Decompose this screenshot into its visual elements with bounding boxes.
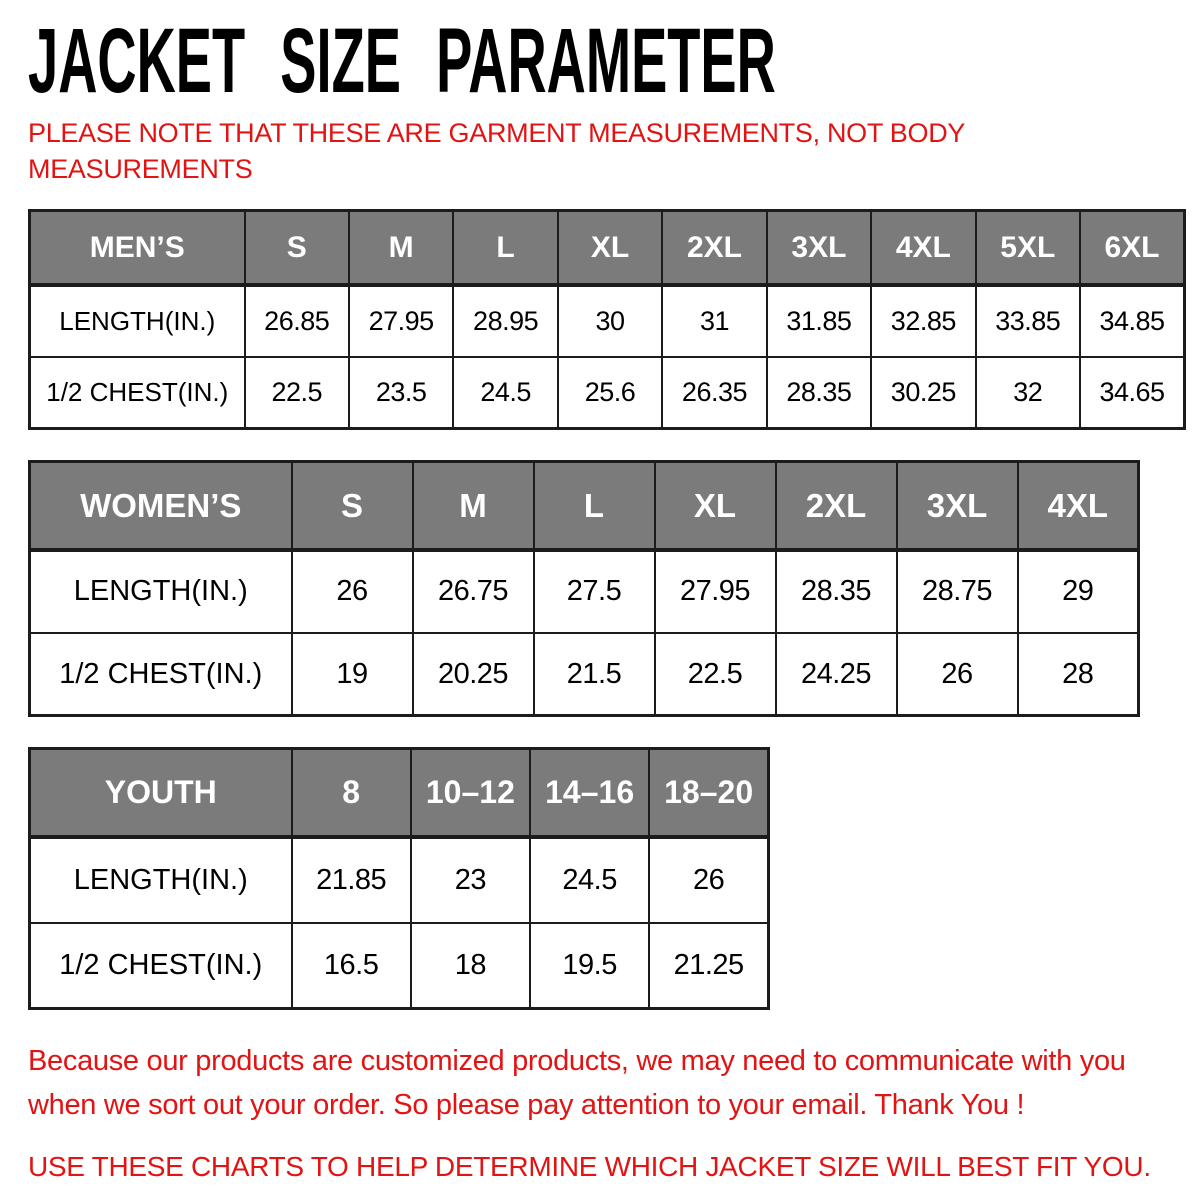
mens-size-col-header: L [453,211,557,285]
womens-size-col-header: S [292,462,413,550]
womens-size-col-header: 2XL [776,462,897,550]
womens-measurement-value: 27.5 [534,550,655,633]
youth-size-col-header: 14–16 [530,749,649,837]
mens-measurement-value: 31 [662,285,766,357]
mens-measurement-value: 26.85 [245,285,349,357]
womens-measurement-value: 26 [897,633,1018,716]
mens-measurement-value: 31.85 [767,285,871,357]
youth-measurement-row [30,923,769,1009]
womens-measurement-value: 26.75 [413,550,534,633]
mens-measurement-value: 34.85 [1080,285,1185,357]
mens-size-table [28,209,1186,430]
title-row [28,10,1172,112]
mens-size-col-header: S [245,211,349,285]
mens-size-col-header: 3XL [767,211,871,285]
womens-measurement-value: 19 [292,633,413,716]
mens-measurement-value: 28.35 [767,357,871,429]
customization-notice-line-2: when we sort out your order. So please pay attention to your email. Thank You ! [28,1088,1025,1121]
womens-measurement-value: 21.5 [534,633,655,716]
youth-row-label: LENGTH(IN.) [30,837,292,923]
womens-measurement-value: 28.75 [897,550,1018,633]
womens-measurement-value: 27.95 [655,550,776,633]
mens-measurement-value: 32.85 [871,285,975,357]
youth-measurement-value: 24.5 [530,837,649,923]
mens-measurement-value: 26.35 [662,357,766,429]
womens-measurement-row [30,633,1139,716]
note-line-2: MEASUREMENTS [28,153,253,184]
mens-measurement-value: 34.65 [1080,357,1185,429]
mens-measurement-value: 24.5 [453,357,557,429]
womens-measurement-value: 22.5 [655,633,776,716]
mens-row-label: LENGTH(IN.) [30,285,245,357]
womens-size-col-header: 4XL [1018,462,1139,550]
mens-measurement-value: 23.5 [349,357,453,429]
page-title: JACKET SIZE PARAMETER [28,10,776,112]
womens-measurement-value: 20.25 [413,633,534,716]
youth-row-label: 1/2 CHEST(IN.) [30,923,292,1009]
womens-table-title: WOMEN’S [30,462,292,550]
mens-row-label: 1/2 CHEST(IN.) [30,357,245,429]
mens-measurement-value: 32 [976,357,1080,429]
customization-notice-line-1: Because our products are customized products, we may need to communicate with you [28,1045,1126,1078]
womens-size-col-header: M [413,462,534,550]
womens-header-row [30,462,1139,550]
mens-size-col-header: M [349,211,453,285]
mens-measurement-value: 27.95 [349,285,453,357]
mens-header-row [30,211,1185,285]
mens-measurement-value: 30.25 [871,357,975,429]
chart-usage-note: USE THESE CHARTS TO HELP DETERMINE WHICH JACKET SIZE WILL BEST FIT YOU. [28,1151,1151,1183]
womens-size-col-header: 3XL [897,462,1018,550]
mens-measurement-value: 33.85 [976,285,1080,357]
womens-row-label: LENGTH(IN.) [30,550,292,633]
mens-measurement-value: 30 [558,285,662,357]
youth-measurement-value: 26 [649,837,768,923]
mens-size-col-header: 2XL [662,211,766,285]
youth-size-col-header: 18–20 [649,749,768,837]
mens-measurement-value: 22.5 [245,357,349,429]
youth-size-col-header: 10–12 [411,749,530,837]
customization-notice [28,1040,1172,1127]
womens-measurement-value: 26 [292,550,413,633]
mens-table-title: MEN’S [30,211,245,285]
womens-size-col-header: XL [655,462,776,550]
mens-measurement-row [30,357,1185,429]
womens-measurement-value: 29 [1018,550,1139,633]
mens-size-col-header: 4XL [871,211,975,285]
mens-size-col-header: 6XL [1080,211,1185,285]
youth-measurement-value: 23 [411,837,530,923]
mens-measurement-value: 28.95 [453,285,557,357]
garment-measurement-note [28,116,1172,187]
youth-table-title: YOUTH [30,749,292,837]
youth-measurement-value: 19.5 [530,923,649,1009]
youth-header-row [30,749,769,837]
womens-measurement-value: 28 [1018,633,1139,716]
womens-size-table [28,460,1140,717]
mens-measurement-value: 25.6 [558,357,662,429]
youth-size-col-header: 8 [292,749,411,837]
youth-measurement-row [30,837,769,923]
womens-measurement-row [30,550,1139,633]
youth-measurement-value: 16.5 [292,923,411,1009]
womens-size-col-header: L [534,462,655,550]
mens-measurement-row [30,285,1185,357]
mens-size-col-header: XL [558,211,662,285]
youth-size-table [28,747,770,1010]
mens-size-col-header: 5XL [976,211,1080,285]
womens-row-label: 1/2 CHEST(IN.) [30,633,292,716]
youth-measurement-value: 21.85 [292,837,411,923]
womens-measurement-value: 24.25 [776,633,897,716]
womens-measurement-value: 28.35 [776,550,897,633]
youth-measurement-value: 18 [411,923,530,1009]
youth-measurement-value: 21.25 [649,923,768,1009]
note-line-1: PLEASE NOTE THAT THESE ARE GARMENT MEASUREMENTS, NOT BODY [28,118,966,148]
